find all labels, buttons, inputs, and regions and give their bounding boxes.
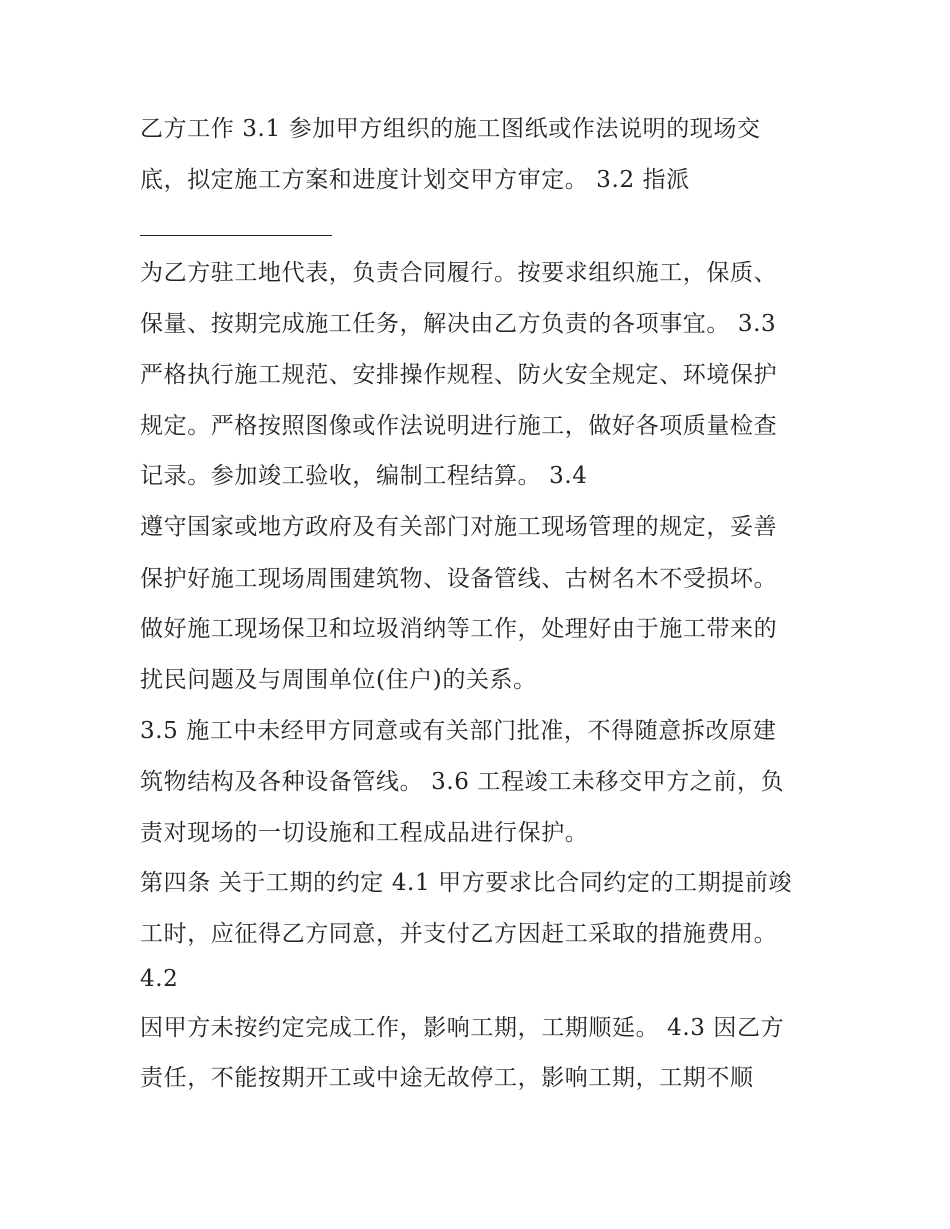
fill-in-blank-line bbox=[140, 235, 332, 236]
text-line: 工时，应征得乙方同意，并支付乙方因赶工采取的措施费用。 bbox=[140, 921, 778, 947]
text-line: 规定。严格按照图像或作法说明进行施工，做好各项质量检查 bbox=[140, 413, 778, 439]
text-line: 底，拟定施工方案和进度计划交甲方审定。 3.2 指派 bbox=[140, 167, 690, 193]
text-line: 第四条 关于工期的约定 4.1 甲方要求比合同约定的工期提前竣 bbox=[140, 870, 793, 896]
text-line: 责任，不能按期开工或中途无故停工，影响工期，工期不顺 bbox=[140, 1065, 754, 1091]
text-line: 因甲方未按约定完成工作，影响工期，工期顺延。 4.3 因乙方 bbox=[140, 1015, 785, 1041]
text-line: 3.5 施工中未经甲方同意或有关部门批准，不得随意拆改原建 bbox=[140, 718, 777, 744]
text-line: 遵守国家或地方政府及有关部门对施工现场管理的规定，妥善 bbox=[140, 514, 778, 540]
text-line: 乙方工作 3.1 参加甲方组织的施工图纸或作法说明的现场交 bbox=[140, 116, 761, 142]
text-line: 做好施工现场保卫和垃圾消纳等工作，处理好由于施工带来的 bbox=[140, 616, 778, 642]
text-line: 保护好施工现场周围建筑物、设备管线、古树名木不受损坏。 bbox=[140, 566, 778, 592]
text-line: 筑物结构及各种设备管线。 3.6 工程竣工未移交甲方之前，负 bbox=[140, 769, 785, 795]
text-line: 记录。参加竣工验收，编制工程结算。 3.4 bbox=[140, 463, 588, 489]
text-line: 为乙方驻工地代表，负责合同履行。按要求组织施工，保质、 bbox=[140, 260, 778, 286]
text-line: 扰民问题及与周围单位(住户)的关系。 bbox=[140, 667, 537, 693]
text-line: 责对现场的一切设施和工程成品进行保护。 bbox=[140, 820, 589, 846]
text-line: 4.2 bbox=[140, 966, 179, 992]
text-line: 保量、按期完成施工任务，解决由乙方负责的各项事宜。 3.3 bbox=[140, 311, 777, 337]
text-line: 严格执行施工规范、安排操作规程、防火安全规定、环境保护 bbox=[140, 362, 778, 388]
